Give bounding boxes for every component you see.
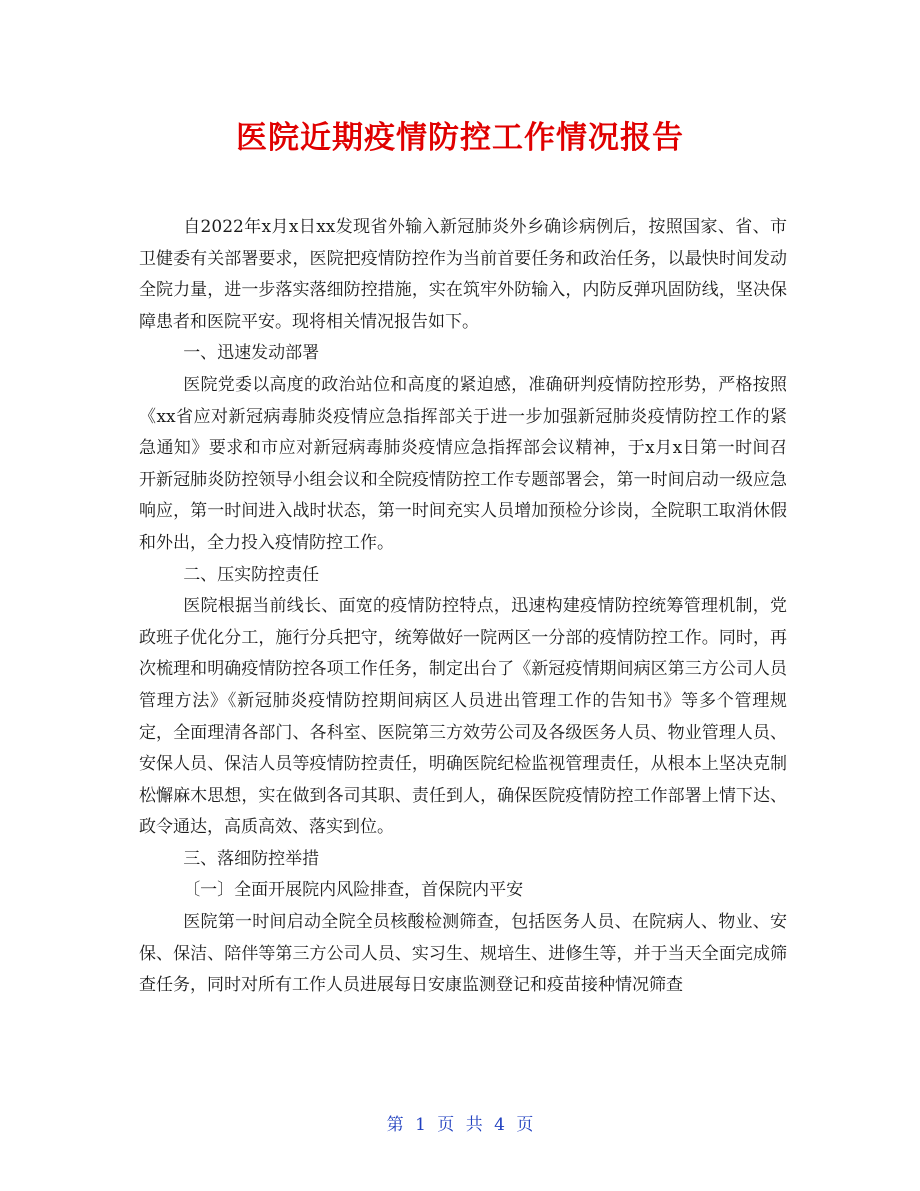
document-body: [139, 212, 787, 1002]
subsection-heading-1: 〔一〕全面开展院内风险排查，首保院内平安: [183, 880, 524, 901]
paragraph-section-2: 医院根据当前线长、面宽的疫情防控特点，迅速构建疫情防控统筹管理机制，党政班子优化分工，施行分兵把守，统筹做好一院两区一分部的疫情防控工作。同时，再次梳理和明确疫情防控各项工作任务，制定出台了《新冠疫情期间病区第三方公司人员管理方法》《新冠肺炎疫情防控期间病区人员进出管理工作的告知书》等多个管理规定，全面理清各部门、各科室、医院第三方效劳公司及各级医务人员、物业管理人员、安保人员、保洁人员等疫情防控责任，明确医院纪检监视管理责任，从根本上坚决克制松懈麻木思想，实在做到各司其职、责任到人，确保医院疫情防控工作部署上情下达、政令通达，高质高效、落实到位。: [139, 596, 787, 838]
paragraph-subsection-1: 医院第一时间启动全院全员核酸检测筛查，包括医务人员、在院病人、物业、安保、保洁、陪伴等第三方公司人员、实习生、规培生、进修生等，并于当天全面完成筛查任务，同时对所有工作人员进展每日安康监测登记和疫苗接种情况筛查: [139, 912, 787, 996]
document-title: 医院近期疫情防控工作情况报告: [236, 120, 684, 156]
section-heading-3: 三、落细防控举措: [183, 848, 320, 869]
section-heading-1: 一、迅速发动部署: [183, 343, 320, 364]
paragraph-section-1: 医院党委以高度的政治站位和高度的紧迫感，准确研判疫情防控形势，严格按照《xx省应对新冠病毒肺炎疫情应急指挥部关于进一步加强新冠肺炎疫情防控工作的紧急通知》要求和市应对新冠病毒肺炎疫情应急指挥部会议精神，于x月x日第一时间召开新冠肺炎防控领导小组会议和全院疫情防控工作专题部署会，第一时间启动一级应急响应，第一时间进入战时状态，第一时间充实人员增加预检分诊岗，全院职工取消休假和外出，全力投入疫情防控工作。: [139, 374, 787, 553]
paragraph-intro: 自2022年x月x日xx发现省外输入新冠肺炎外乡确诊病例后，按照国家、省、市卫健委有关部署要求，医院把疫情防控作为当前首要任务和政治任务，以最快时间发动全院力量，进一步落实落细防控措施，实在筑牢外防输入，内防反弹巩固防线，坚决保障患者和医院平安。现将相关情况报告如下。: [139, 217, 787, 332]
section-heading-2: 二、压实防控责任: [183, 564, 320, 585]
page-footer: 第 1 页 共 4 页: [386, 1115, 534, 1135]
